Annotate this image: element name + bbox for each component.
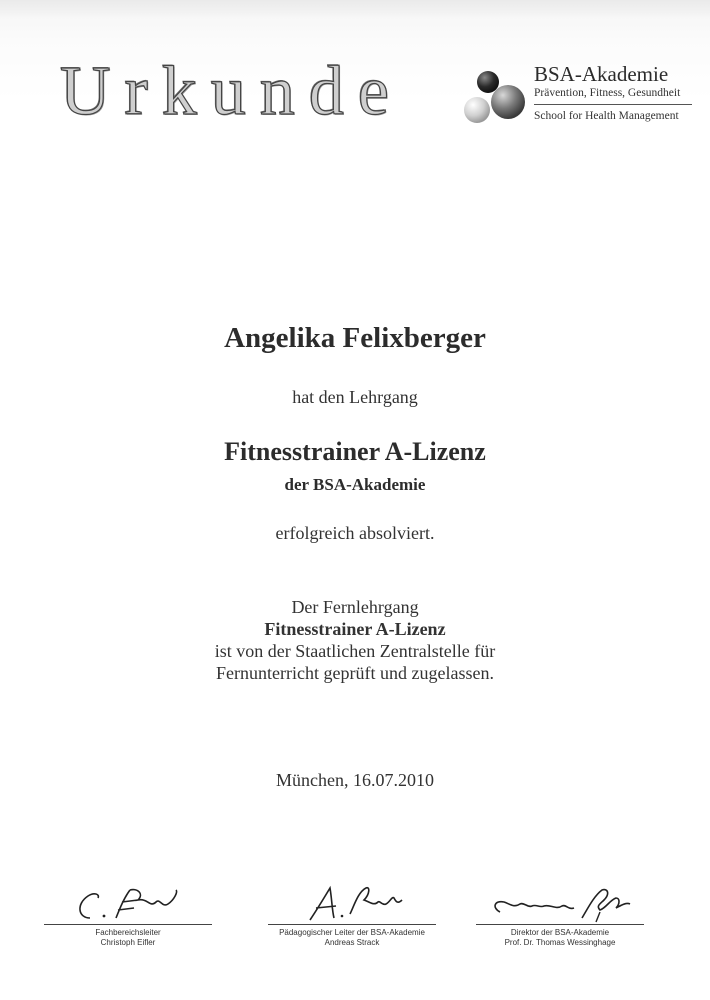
remote-line-3: ist von der Staatlichen Zentralstelle für <box>214 641 496 661</box>
signature-line <box>44 924 212 925</box>
remote-line-1: Der Fernlehrgang <box>291 597 419 617</box>
signature-block-1 <box>38 878 218 948</box>
remote-line-4: Fernunterricht geprüft und zugelassen. <box>216 663 494 683</box>
signature-person: Andreas Strack <box>324 938 380 947</box>
intro-text: hat den Lehrgang <box>292 387 418 407</box>
remote-course-statement <box>0 596 710 684</box>
handwritten-signature-icon <box>262 878 442 924</box>
bsa-logo <box>462 62 692 132</box>
signature-person: Prof. Dr. Thomas Wessinghage <box>504 938 616 947</box>
place-date: München, 16.07.2010 <box>276 770 434 790</box>
logo-spheres-icon <box>462 66 528 128</box>
handwritten-signature-icon <box>38 878 218 924</box>
recipient-name: Angelika Felixberger <box>224 322 486 354</box>
signature-block-3 <box>470 878 650 948</box>
handwritten-signature-icon <box>470 878 650 924</box>
completion-text: erfolgreich absolviert. <box>275 523 435 543</box>
signature-line <box>476 924 644 925</box>
logo-name: BSA-Akademie <box>534 62 669 86</box>
signature-role: Pädagogischer Leiter der BSA-Akademie <box>279 928 425 937</box>
signature-line <box>268 924 436 925</box>
scan-edge <box>0 0 710 18</box>
institution-text: der BSA-Akademie <box>284 475 426 494</box>
logo-tagline: Prävention, Fitness, Gesundheit <box>534 86 692 105</box>
signature-block-2 <box>262 878 442 948</box>
logo-school: School for Health Management <box>534 110 679 122</box>
certificate-title: Urkunde <box>60 53 403 130</box>
signature-role: Fachbereichsleiter <box>95 928 161 937</box>
signature-person: Christoph Eifler <box>100 938 156 947</box>
remote-line-2: Fitnesstrainer A-Lizenz <box>264 619 446 639</box>
signature-role: Direktor der BSA-Akademie <box>510 928 610 937</box>
course-title: Fitnesstrainer A-Lizenz <box>224 437 486 466</box>
